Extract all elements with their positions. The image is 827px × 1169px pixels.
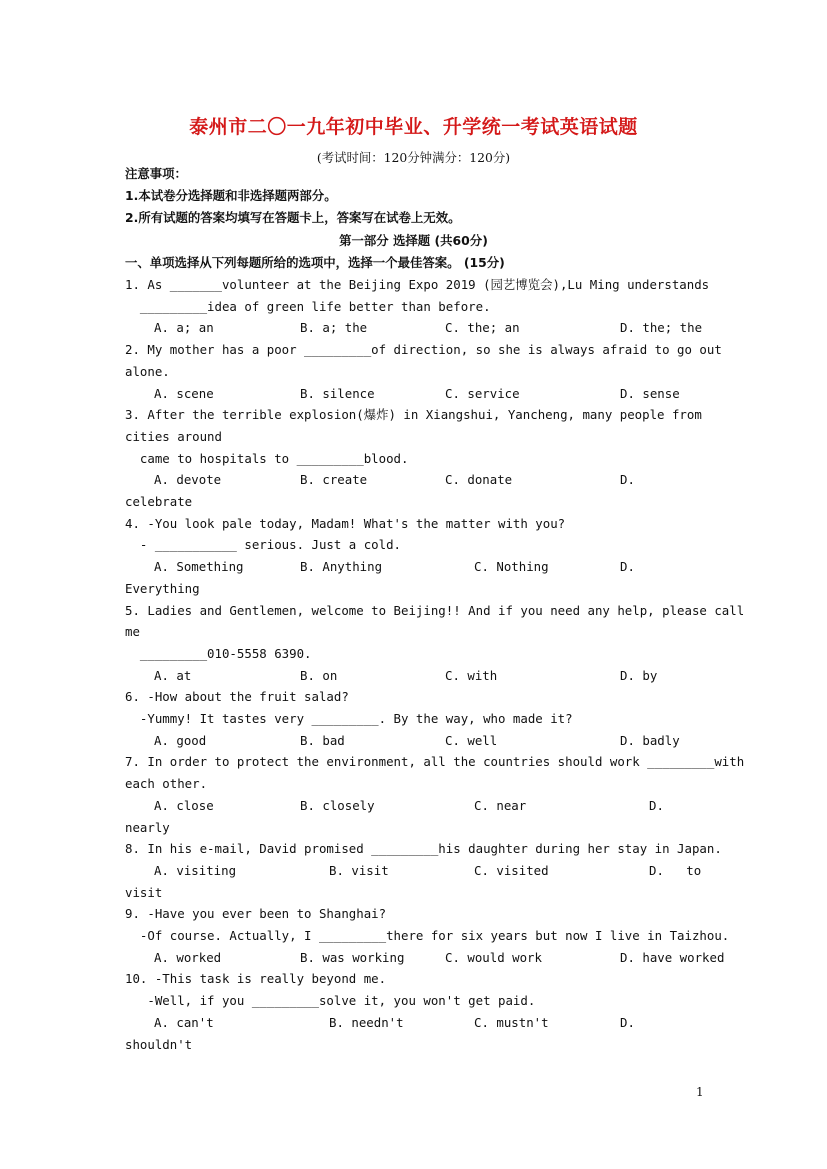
answer-option: A. good — [154, 732, 207, 748]
question-text: -Yummy! It tastes very _________. By the way, who made it? — [125, 711, 573, 726]
answer-option: B. create — [300, 472, 368, 488]
answer-option: C. would work — [445, 949, 542, 965]
notes-heading: 注意事项： — [125, 166, 187, 181]
answer-option: D. have worked — [620, 949, 725, 965]
answer-option: C. Nothing — [474, 559, 549, 575]
question-text: 2. My mother has a poor _________of direction, so she is always afraid to go out — [125, 342, 722, 358]
exam-duration-note: (考试时间：120分钟满分：120分) — [316, 150, 511, 165]
question-text: 9. -Have you ever been to Shanghai? — [125, 906, 387, 922]
answer-option: C. the; an — [445, 320, 520, 336]
answer-option: B. a; the — [300, 320, 368, 336]
answer-option: D. — [620, 472, 635, 488]
answer-option: C. near — [474, 797, 527, 813]
answer-option: C. mustn't — [474, 1014, 549, 1030]
section-heading: 一、单项选择从下列每题所给的选项中，选择一个最佳答案。 (15分) — [125, 255, 505, 270]
answer-option: A. devote — [154, 472, 222, 488]
answer-option: D. — [620, 1014, 635, 1030]
answer-option: C. with — [445, 667, 498, 683]
answer-option: A. can't — [154, 1014, 214, 1030]
question-text: came to hospitals to _________blood. — [125, 450, 409, 466]
answer-option-wrap: visit — [125, 884, 163, 900]
page-title: 泰州市二〇一九年初中毕业、升学统一考试英语试题 — [189, 116, 638, 138]
answer-option: C. service — [445, 385, 520, 401]
answer-option: C. well — [445, 732, 498, 748]
answer-option: C. donate — [445, 472, 513, 488]
answer-option: B. was working — [300, 949, 405, 965]
question-text: 10. -This task is really beyond me. — [125, 971, 387, 987]
answer-option-wrap: Everything — [125, 580, 200, 596]
question-text: alone. — [125, 363, 170, 379]
question-text: 8. In his e-mail, David promised _________his daughter during her stay in Japan. — [125, 841, 722, 857]
answer-option-wrap: nearly — [125, 819, 170, 835]
answer-option: A. Something — [154, 559, 244, 575]
page-number: 1 — [696, 1085, 704, 1099]
answer-option: A. at — [154, 667, 192, 683]
question-text: -Of course. Actually, I _________there for six years but now I live in Taizhou. — [125, 928, 730, 943]
answer-option: D. sense — [620, 385, 680, 401]
answer-option-wrap: celebrate — [125, 494, 193, 509]
answer-option: A. close — [154, 797, 214, 813]
answer-option: B. Anything — [300, 559, 383, 575]
question-text: 7. In order to protect the environment, all the countries should work _________with — [125, 754, 745, 770]
answer-option: D. — [649, 797, 664, 813]
answer-option: A. visiting — [154, 862, 237, 878]
answer-option: B. on — [300, 667, 338, 683]
note-item: 1.本试卷分选择题和非选择题两部分。 — [125, 188, 337, 203]
question-text: _________010-5558 6390. — [125, 645, 312, 661]
answer-option: D. the; the — [620, 320, 703, 336]
answer-option: B. needn't — [329, 1014, 404, 1030]
question-text: 3. After the terrible explosion(爆炸) in Xiangshui, Yancheng, many people from — [125, 407, 702, 423]
answer-option: B. closely — [300, 797, 375, 813]
question-text: cities around — [125, 428, 222, 444]
question-text: me — [125, 624, 140, 640]
answer-option: D. by — [620, 667, 658, 683]
answer-option: A. scene — [154, 385, 214, 401]
answer-option: C. visited — [474, 862, 549, 878]
answer-option: A. worked — [154, 949, 222, 965]
question-text: 6. -How about the fruit salad? — [125, 689, 349, 705]
question-text: _________idea of green life better than before. — [125, 298, 491, 314]
part-one-heading: 第一部分 选择题 (共60分) — [339, 233, 488, 248]
question-text: 4. -You look pale today, Madam! What's the matter with you? — [125, 515, 566, 531]
answer-option: D. to — [649, 862, 702, 878]
answer-option: A. a; an — [154, 320, 214, 336]
question-text: 5. Ladies and Gentlemen, welcome to Beijing!! And if you need any help, please call — [125, 602, 745, 618]
answer-option: D. badly — [620, 732, 680, 748]
answer-option: B. silence — [300, 385, 375, 401]
answer-option: D. — [620, 559, 635, 575]
answer-option-wrap: shouldn't — [125, 1036, 193, 1052]
question-text: 1. As _______volunteer at the Beijing Expo 2019 (园艺博览会),Lu Ming understands — [125, 277, 710, 292]
question-text: -Well, if you _________solve it, you won't get paid. — [125, 993, 536, 1009]
answer-option: B. bad — [300, 732, 345, 748]
question-text: - ___________ serious. Just a cold. — [125, 537, 402, 553]
answer-option: B. visit — [329, 862, 389, 878]
question-text: each other. — [125, 776, 208, 792]
note-item: 2.所有试题的答案均填写在答题卡上，答案写在试卷上无效。 — [125, 210, 461, 225]
